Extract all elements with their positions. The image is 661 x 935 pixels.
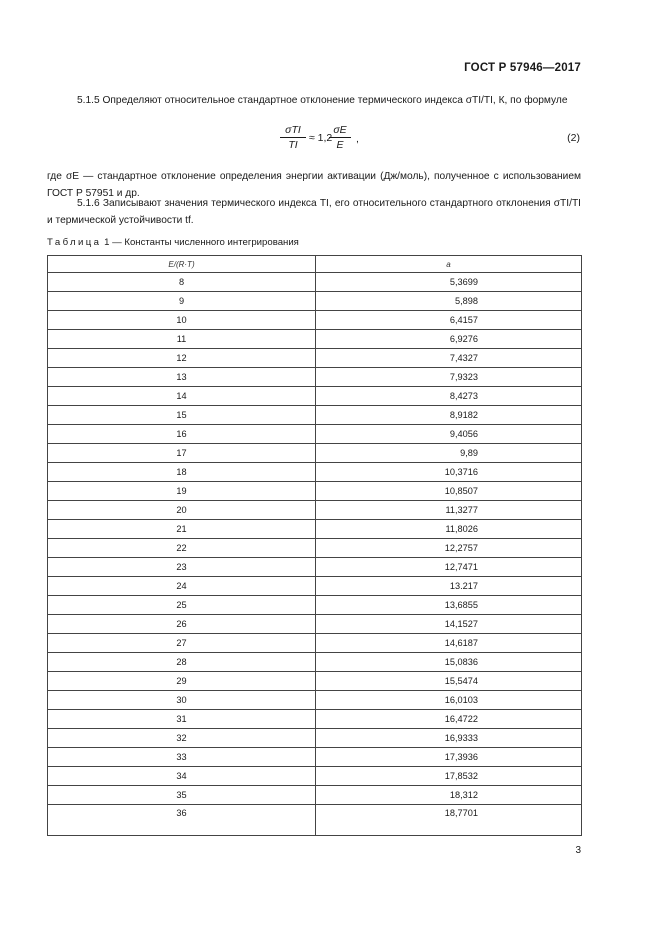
cell-a bbox=[316, 748, 582, 767]
cell-a bbox=[316, 406, 582, 425]
table-row bbox=[48, 710, 582, 729]
cell-a bbox=[316, 349, 582, 368]
cell-a-value: 16,4722 bbox=[444, 714, 478, 724]
table-row bbox=[48, 786, 582, 805]
cell-ert: 25 bbox=[48, 596, 316, 615]
cell-a bbox=[316, 577, 582, 596]
table-row bbox=[48, 558, 582, 577]
cell-a-value: 6,9276 bbox=[449, 334, 478, 344]
cell-ert: 17 bbox=[48, 444, 316, 463]
cell-a-value: 14,1527 bbox=[444, 619, 478, 629]
cell-ert: 35 bbox=[48, 786, 316, 805]
table-row bbox=[48, 767, 582, 786]
cell-a-value: 9,89 bbox=[460, 448, 478, 458]
cell-ert: 18 bbox=[48, 463, 316, 482]
cell-a bbox=[316, 273, 582, 292]
cell-ert: 20 bbox=[48, 501, 316, 520]
cell-ert: 28 bbox=[48, 653, 316, 672]
cell-a-value: 5,898 bbox=[455, 296, 478, 306]
table-row bbox=[48, 425, 582, 444]
formula-number: (2) bbox=[567, 132, 580, 144]
cell-a bbox=[316, 501, 582, 520]
table-row bbox=[48, 577, 582, 596]
formula-rhs-numerator: σE bbox=[329, 124, 351, 138]
cell-a-value: 15,5474 bbox=[444, 676, 478, 686]
table-row bbox=[48, 691, 582, 710]
cell-a-value: 15,0836 bbox=[444, 657, 478, 667]
cell-a bbox=[316, 634, 582, 653]
cell-a bbox=[316, 767, 582, 786]
column-header-a: a bbox=[316, 256, 582, 273]
cell-ert: 26 bbox=[48, 615, 316, 634]
formula-operator: ≈ 1,2 bbox=[309, 132, 333, 144]
table-row bbox=[48, 520, 582, 539]
table-row bbox=[48, 672, 582, 691]
cell-a bbox=[316, 558, 582, 577]
cell-a bbox=[316, 368, 582, 387]
document-number: ГОСТ Р 57946—2017 bbox=[464, 62, 581, 74]
cell-ert: 27 bbox=[48, 634, 316, 653]
table-row bbox=[48, 349, 582, 368]
cell-a-value: 11,8026 bbox=[445, 524, 478, 534]
cell-a bbox=[316, 615, 582, 634]
cell-a bbox=[316, 425, 582, 444]
section-5-1-5-paragraph bbox=[47, 92, 581, 109]
cell-a bbox=[316, 710, 582, 729]
cell-a bbox=[316, 539, 582, 558]
formula-lhs-denominator: TI bbox=[288, 139, 298, 151]
formula-separator: , bbox=[356, 133, 359, 145]
cell-ert: 15 bbox=[48, 406, 316, 425]
table-row bbox=[48, 387, 582, 406]
cell-a bbox=[316, 482, 582, 501]
cell-a bbox=[316, 672, 582, 691]
cell-ert: 19 bbox=[48, 482, 316, 501]
cell-a-value: 9,4056 bbox=[449, 429, 478, 439]
cell-a bbox=[316, 387, 582, 406]
cell-a bbox=[316, 463, 582, 482]
cell-a bbox=[316, 805, 582, 836]
table-row bbox=[48, 368, 582, 387]
cell-a-value: 5,3699 bbox=[449, 277, 478, 287]
cell-ert: 23 bbox=[48, 558, 316, 577]
formula-lhs-numerator: σTI bbox=[280, 124, 306, 138]
cell-a bbox=[316, 653, 582, 672]
table-row bbox=[48, 273, 582, 292]
cell-ert: 29 bbox=[48, 672, 316, 691]
table-row bbox=[48, 463, 582, 482]
table-row bbox=[48, 501, 582, 520]
cell-a-value: 8,9182 bbox=[449, 410, 478, 420]
cell-ert: 10 bbox=[48, 311, 316, 330]
formula-rhs-denominator: E bbox=[336, 139, 344, 151]
table-row bbox=[48, 444, 582, 463]
table-caption bbox=[47, 237, 299, 248]
section-5-1-5-text: 5.1.5 Определяют относительное стандартное отклонение термического индекса σTI/TI, К, по формуле bbox=[77, 95, 568, 106]
formula-rhs-fraction bbox=[329, 124, 351, 152]
table-caption-text: 1 — Константы численного интегрирования bbox=[104, 237, 299, 248]
table-row bbox=[48, 748, 582, 767]
table-row bbox=[48, 292, 582, 311]
cell-ert: 11 bbox=[48, 330, 316, 349]
cell-ert: 22 bbox=[48, 539, 316, 558]
section-5-1-6-text: 5.1.6 Записывают значения термического индекса TI, его относительного стандартного отклонения σTI/TI и термической устойчивости tf. bbox=[47, 198, 581, 226]
table-row bbox=[48, 539, 582, 558]
cell-a bbox=[316, 786, 582, 805]
table-row bbox=[48, 596, 582, 615]
section-5-1-6-paragraph bbox=[47, 195, 581, 229]
cell-a-value: 8,4273 bbox=[449, 391, 478, 401]
cell-a bbox=[316, 444, 582, 463]
integration-constants-table bbox=[47, 255, 582, 836]
where-explanation: где σE — стандартное отклонение определения энергии активации (Дж/моль), полученное с использованием ГОСТ Р 57951 и др. bbox=[47, 171, 581, 199]
cell-ert: 13 bbox=[48, 368, 316, 387]
cell-ert: 9 bbox=[48, 292, 316, 311]
table-caption-label: Таблица bbox=[47, 237, 102, 248]
cell-a-value: 17,8532 bbox=[444, 771, 478, 781]
cell-a-value: 7,4327 bbox=[449, 353, 478, 363]
cell-a-value: 12,2757 bbox=[444, 543, 478, 553]
cell-ert: 33 bbox=[48, 748, 316, 767]
cell-a-value: 13,6855 bbox=[444, 600, 478, 610]
cell-ert: 24 bbox=[48, 577, 316, 596]
cell-ert: 31 bbox=[48, 710, 316, 729]
cell-a bbox=[316, 292, 582, 311]
table-row bbox=[48, 406, 582, 425]
cell-a bbox=[316, 520, 582, 539]
column-header-ert: E/(R·T) bbox=[48, 256, 316, 273]
cell-a-value: 13.217 bbox=[449, 581, 478, 591]
cell-a-value: 6,4157 bbox=[449, 315, 478, 325]
cell-ert: 16 bbox=[48, 425, 316, 444]
cell-a-value: 14,6187 bbox=[444, 638, 478, 648]
cell-ert: 21 bbox=[48, 520, 316, 539]
cell-a-value: 16,0103 bbox=[444, 695, 478, 705]
cell-a-value: 16,9333 bbox=[444, 733, 478, 743]
cell-a-value: 12,7471 bbox=[444, 562, 478, 572]
cell-a-value: 18,7701 bbox=[444, 808, 478, 818]
table-row bbox=[48, 653, 582, 672]
table-row bbox=[48, 634, 582, 653]
table-row bbox=[48, 729, 582, 748]
cell-a-value: 17,3936 bbox=[444, 752, 478, 762]
cell-a-value: 11,3277 bbox=[445, 505, 478, 515]
table-row bbox=[48, 805, 582, 836]
cell-ert: 14 bbox=[48, 387, 316, 406]
table-header-row bbox=[48, 256, 582, 273]
cell-ert: 12 bbox=[48, 349, 316, 368]
cell-a-value: 10,3716 bbox=[444, 467, 478, 477]
formula-2 bbox=[280, 124, 580, 154]
cell-a bbox=[316, 691, 582, 710]
cell-a-value: 10,8507 bbox=[444, 486, 478, 496]
cell-ert: 32 bbox=[48, 729, 316, 748]
cell-a bbox=[316, 311, 582, 330]
table-row bbox=[48, 482, 582, 501]
cell-ert: 34 bbox=[48, 767, 316, 786]
cell-a-value: 7,9323 bbox=[449, 372, 478, 382]
table-body bbox=[48, 273, 582, 836]
cell-a bbox=[316, 330, 582, 349]
table-row bbox=[48, 615, 582, 634]
formula-lhs-fraction bbox=[280, 124, 306, 152]
cell-ert: 8 bbox=[48, 273, 316, 292]
table-row bbox=[48, 330, 582, 349]
cell-ert: 30 bbox=[48, 691, 316, 710]
cell-ert: 36 bbox=[48, 805, 316, 836]
table-row bbox=[48, 311, 582, 330]
page-number: 3 bbox=[575, 845, 581, 856]
cell-a bbox=[316, 729, 582, 748]
cell-a-value: 18,312 bbox=[449, 790, 478, 800]
cell-a bbox=[316, 596, 582, 615]
